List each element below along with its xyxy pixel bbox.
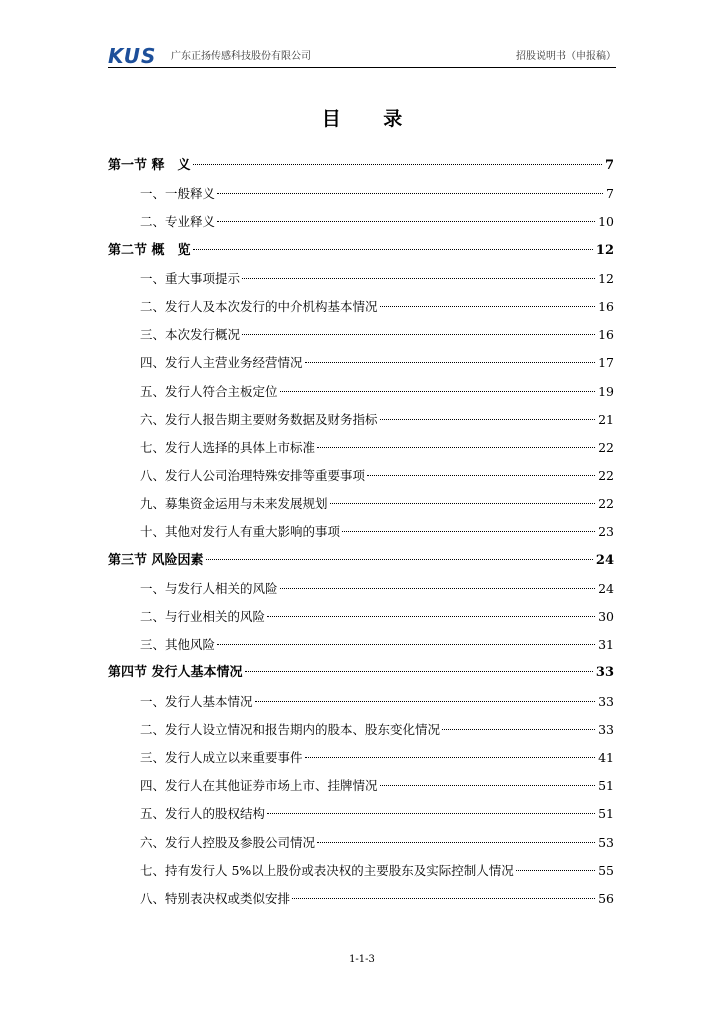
toc-entry-label: 三、发行人成立以来重要事件 — [140, 749, 303, 765]
toc-entry-label: 五、发行人的股权结构 — [140, 806, 266, 822]
toc-subsection-entry[interactable] — [108, 716, 614, 744]
toc-entry-page: 24 — [595, 552, 614, 568]
toc-entry-page: 51 — [598, 778, 614, 794]
toc-entry-label: 四、发行人在其他证券市场上市、挂牌情况 — [140, 778, 378, 794]
toc-entry-label: 二、专业释义 — [140, 214, 216, 230]
toc-section-entry[interactable] — [108, 237, 614, 265]
page-title: 目 录 — [321, 108, 421, 130]
toc-subsection-entry[interactable] — [108, 857, 614, 885]
toc-entry-page: 24 — [598, 580, 614, 596]
toc-entry-label: 一、一般释义 — [140, 186, 216, 202]
toc-entry-label: 六、发行人控股及参股公司情况 — [140, 834, 316, 850]
toc-subsection-entry[interactable] — [108, 462, 614, 490]
toc-entry-label: 六、发行人报告期主要财务数据及财务指标 — [140, 411, 378, 427]
toc-dot-leader — [292, 898, 595, 899]
document-title: 招股说明书（申报稿） — [516, 51, 616, 62]
toc-entry-page: 7 — [606, 186, 614, 202]
toc-entry-page: 22 — [598, 496, 614, 512]
toc-entry-page: 51 — [598, 806, 614, 822]
toc-dot-leader — [206, 559, 593, 560]
toc-section-entry[interactable] — [108, 547, 614, 575]
toc-subsection-entry[interactable] — [108, 180, 614, 208]
toc-entry-page: 33 — [598, 721, 614, 737]
toc-entry-label: 十、其他对发行人有重大影响的事项 — [140, 524, 341, 540]
toc-entry-page: 33 — [598, 693, 614, 709]
toc-dot-leader — [280, 391, 596, 392]
toc-entry-page: 16 — [598, 327, 614, 343]
toc-dot-leader — [305, 757, 596, 758]
toc-subsection-entry[interactable] — [108, 406, 614, 434]
toc-subsection-entry[interactable] — [108, 378, 614, 406]
toc-entry-label: 七、发行人选择的具体上市标准 — [140, 439, 316, 455]
toc-entry-page: 10 — [598, 214, 614, 230]
header-divider — [108, 67, 616, 68]
toc-entry-page: 41 — [598, 749, 614, 765]
toc-dot-leader — [280, 588, 596, 589]
toc-dot-leader — [267, 616, 595, 617]
toc-dot-leader — [242, 278, 595, 279]
toc-entry-page: 53 — [598, 834, 614, 850]
toc-entry-page: 16 — [598, 298, 614, 314]
toc-subsection-entry[interactable] — [108, 631, 614, 659]
toc-dot-leader — [442, 729, 595, 730]
toc-dot-leader — [342, 531, 595, 532]
toc-entry-label: 五、发行人符合主板定位 — [140, 383, 278, 399]
company-name: 广东正扬传感科技股份有限公司 — [171, 51, 311, 62]
toc-entry-label: 八、发行人公司治理特殊安排等重要事项 — [140, 468, 366, 484]
toc-entry-page: 33 — [595, 665, 614, 681]
toc-section-entry[interactable] — [108, 152, 614, 180]
toc-dot-leader — [255, 701, 596, 702]
toc-subsection-entry[interactable] — [108, 208, 614, 236]
toc-subsection-entry[interactable] — [108, 772, 614, 800]
toc-entry-label: 三、其他风险 — [140, 637, 216, 653]
toc-dot-leader — [516, 870, 595, 871]
toc-entry-label: 三、本次发行概况 — [140, 327, 241, 343]
toc-entry-label: 九、募集资金运用与未来发展规划 — [140, 496, 328, 512]
toc-entry-label: 第二节 概 览 — [108, 242, 191, 258]
toc-subsection-entry[interactable] — [108, 603, 614, 631]
toc-subsection-entry[interactable] — [108, 518, 614, 546]
toc-entry-page: 19 — [598, 383, 614, 399]
toc-entry-label: 第一节 释 义 — [108, 158, 191, 173]
toc-entry-label: 第四节 发行人基本情况 — [108, 665, 243, 681]
toc-entry-page: 22 — [598, 468, 614, 484]
toc-dot-leader — [217, 221, 595, 222]
toc-entry-page: 12 — [598, 270, 614, 286]
toc-subsection-entry[interactable] — [108, 321, 614, 349]
toc-entry-label: 四、发行人主营业务经营情况 — [140, 355, 303, 371]
toc-dot-leader — [305, 362, 596, 363]
toc-dot-leader — [380, 306, 596, 307]
toc-entry-page: 30 — [598, 609, 614, 624]
toc-entry-label: 八、特别表决权或类似安排 — [140, 890, 291, 906]
toc-dot-leader — [317, 842, 595, 843]
toc-entry-page: 7 — [604, 158, 614, 173]
toc-entry-page: 17 — [598, 355, 614, 371]
toc-entry-page: 23 — [598, 524, 614, 540]
toc-dot-leader — [380, 419, 596, 420]
toc-dot-leader — [242, 334, 595, 335]
toc-entry-label: 二、与行业相关的风险 — [140, 609, 266, 624]
toc-subsection-entry[interactable] — [108, 265, 614, 293]
company-logo: KUS — [108, 44, 157, 68]
toc-subsection-entry[interactable] — [108, 575, 614, 603]
toc-subsection-entry[interactable] — [108, 744, 614, 772]
toc-dot-leader — [330, 503, 596, 504]
toc-dot-leader — [217, 193, 603, 194]
toc-entry-page: 56 — [598, 890, 614, 906]
toc-entry-page: 55 — [598, 862, 614, 878]
toc-dot-leader — [217, 644, 595, 645]
toc-subsection-entry[interactable] — [108, 800, 614, 828]
page-number: 1-1-3 — [349, 954, 375, 965]
toc-entry-label: 一、与发行人相关的风险 — [140, 580, 278, 596]
toc-subsection-entry[interactable] — [108, 885, 614, 913]
toc-section-entry[interactable] — [108, 659, 614, 687]
toc-dot-leader — [245, 671, 593, 672]
toc-entry-page: 22 — [598, 439, 614, 455]
toc-subsection-entry[interactable] — [108, 829, 614, 857]
table-of-contents — [108, 152, 614, 913]
toc-entry-label: 一、发行人基本情况 — [140, 693, 253, 709]
toc-dot-leader — [367, 475, 595, 476]
toc-entry-page: 31 — [598, 637, 614, 653]
toc-entry-label: 二、发行人设立情况和报告期内的股本、股东变化情况 — [140, 721, 441, 737]
toc-subsection-entry[interactable] — [108, 293, 614, 321]
toc-entry-page: 12 — [595, 242, 614, 258]
toc-subsection-entry[interactable] — [108, 434, 614, 462]
toc-entry-label: 二、发行人及本次发行的中介机构基本情况 — [140, 298, 378, 314]
toc-dot-leader — [380, 785, 596, 786]
toc-dot-leader — [317, 447, 595, 448]
page-header — [108, 46, 616, 68]
toc-entry-label: 第三节 风险因素 — [108, 552, 204, 568]
toc-entry-page: 21 — [598, 411, 614, 427]
toc-subsection-entry[interactable] — [108, 490, 614, 518]
toc-entry-label: 一、重大事项提示 — [140, 270, 241, 286]
toc-dot-leader — [193, 164, 602, 165]
toc-dot-leader — [267, 813, 595, 814]
toc-subsection-entry[interactable] — [108, 349, 614, 377]
toc-entry-label: 七、持有发行人 5%以上股份或表决权的主要股东及实际控制人情况 — [140, 862, 514, 878]
toc-dot-leader — [193, 249, 593, 250]
toc-subsection-entry[interactable] — [108, 688, 614, 716]
